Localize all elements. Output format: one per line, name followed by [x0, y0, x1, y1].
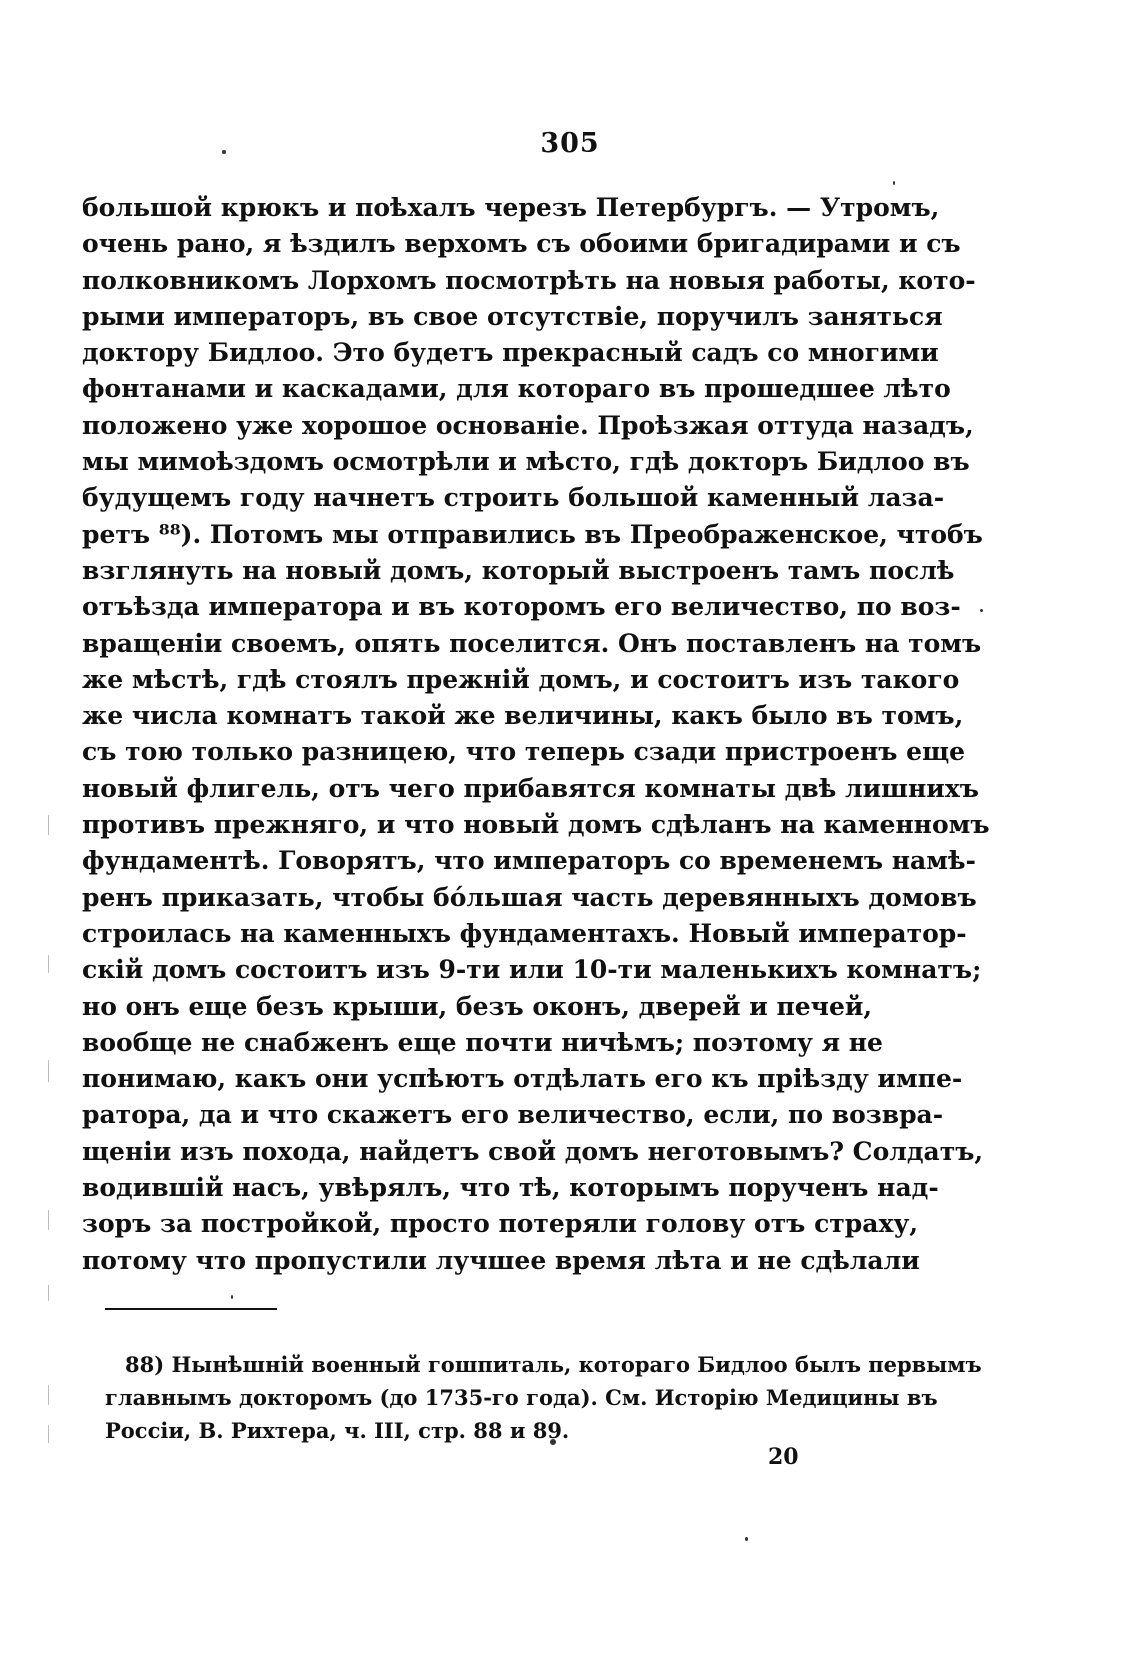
- text-line: будущемъ году начнетъ строить большой каменный лаза-: [82, 483, 945, 513]
- text-line: зоръ за постройкой, просто потеряли голову отъ страху,: [82, 1209, 919, 1239]
- text-line: же числа комнатъ такой же величины, какъ было въ томъ,: [82, 701, 964, 731]
- text-line: рыми императоръ, въ свое отсутствіе, поручилъ заняться: [82, 301, 943, 331]
- print-speck: [745, 1537, 748, 1541]
- text-line: но онъ еще безъ крыши, безъ оконъ, дверей и печей,: [82, 991, 873, 1021]
- text-line: вообще не снабженъ еще почти ничѣмъ; поэтому я не: [82, 1027, 883, 1057]
- text-line: ратора, да и что скажетъ его величество, если, по возвра-: [82, 1100, 944, 1130]
- margin-mark: [48, 955, 49, 973]
- text-line: ретъ ⁸⁸). Потомъ мы отправились въ Преображенское, чтобъ: [82, 519, 983, 549]
- text-line: потому что пропустили лучшее время лѣта и не сдѣлали: [82, 1245, 920, 1275]
- text-line: новый флигель, отъ чего прибавятся комнаты двѣ лишнихъ: [82, 773, 979, 803]
- text-line: же мѣстѣ, гдѣ стоялъ прежній домъ, и состоитъ изъ такого: [82, 664, 960, 694]
- print-speck: [231, 1295, 233, 1299]
- footnote-line: 88) Нынѣшній военный гошпиталь, котораго Бидлоо былъ первымъ: [125, 1352, 982, 1377]
- page-number: 305: [540, 128, 600, 159]
- text-line: строилась на каменныхъ фундаментахъ. Новый император-: [82, 918, 967, 948]
- text-line: взглянуть на новый домъ, который выстроенъ тамъ послѣ: [82, 555, 955, 585]
- text-line: доктору Бидлоо. Это будетъ прекрасный садъ со многими: [82, 338, 939, 368]
- signature-mark: 20: [768, 1444, 799, 1470]
- footnote: [105, 1348, 982, 1447]
- text-line: водившій насъ, увѣрялъ, что тѣ, которымъ порученъ над-: [82, 1173, 939, 1203]
- print-speck: [980, 609, 983, 612]
- text-line: вращеніи своемъ, опять поселится. Онъ поставленъ на томъ: [82, 628, 982, 658]
- margin-mark: [48, 1285, 49, 1301]
- margin-mark: [48, 1385, 49, 1405]
- text-line: щеніи изъ похода, найдетъ свой домъ неготовымъ? Солдатъ,: [82, 1136, 984, 1166]
- margin-mark: [48, 815, 49, 835]
- text-line: большой крюкъ и поѣхалъ черезъ Петербургъ. — Утромъ,: [82, 193, 940, 222]
- text-line: понимаю, какъ они успѣютъ отдѣлать его къ пріѣзду импе-: [82, 1064, 963, 1094]
- text-line: фундаментѣ. Говорятъ, что императоръ со временемъ намѣ-: [82, 846, 976, 876]
- margin-mark: [48, 1425, 49, 1443]
- text-line: противъ прежняго, и что новый домъ сдѣланъ на каменномъ: [82, 810, 990, 840]
- text-line: мы мимоѣздомъ осмотрѣли и мѣсто, гдѣ докторъ Бидлоо въ: [82, 447, 970, 477]
- body-text: [82, 190, 990, 1279]
- margin-mark: [48, 1060, 49, 1082]
- text-line: съ тою только разницею, что теперь сзади пристроенъ еще: [82, 737, 966, 767]
- text-line: очень рано, я ѣздилъ верхомъ съ обоими бригадирами и съ: [82, 229, 961, 259]
- text-line: полковникомъ Лорхомъ посмотрѣть на новыя работы, кото-: [82, 265, 976, 295]
- footnote-separator: [105, 1308, 277, 1310]
- footnote-line: Россіи, В. Рихтера, ч. III, стр. 88 и 89.: [105, 1418, 570, 1443]
- text-line: ренъ приказать, чтобы бóльшая часть деревянныхъ домовъ: [82, 882, 977, 912]
- text-line: отъѣзда императора и въ которомъ его величество, по воз-: [82, 592, 961, 622]
- text-line: положено уже хорошое основаніе. Проѣзжая оттуда назадъ,: [82, 410, 974, 440]
- text-line: скій домъ состоитъ изъ 9-ти или 10-ти маленькихъ комнатъ;: [82, 955, 982, 985]
- text-line: фонтанами и каскадами, для котораго въ прошедшее лѣто: [82, 374, 951, 404]
- footnote-line: главнымъ докторомъ (до 1735-го года). См. Исторію Медицины въ: [105, 1385, 938, 1410]
- print-speck: [893, 181, 895, 185]
- margin-mark: [48, 1210, 49, 1230]
